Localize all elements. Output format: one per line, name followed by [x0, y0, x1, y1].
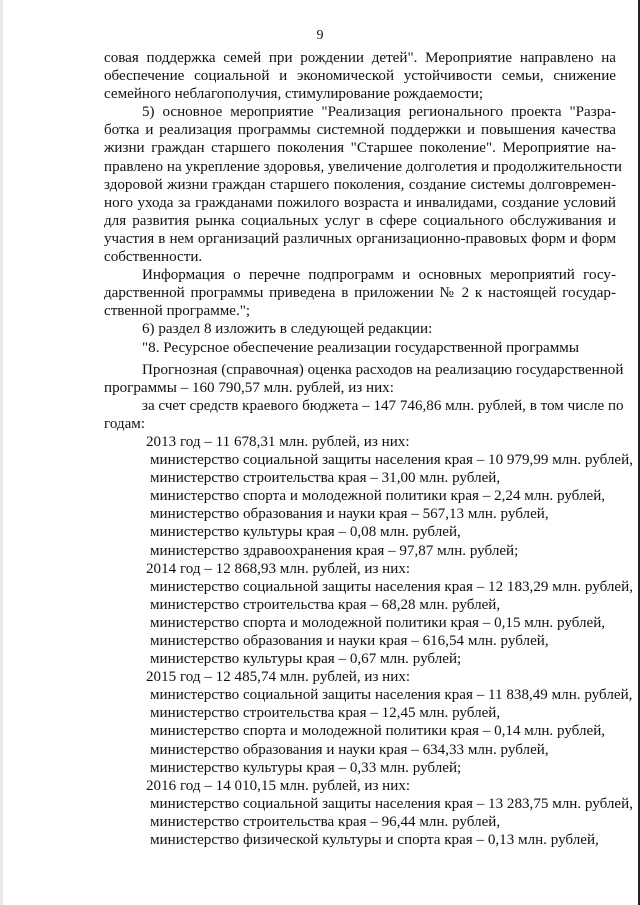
ministry-line: министерство спорта и молодежной политики края – 2,24 млн. рублей,: [150, 488, 606, 505]
ministry-line: министерство строительства края – 12,45 млн. рублей,: [150, 705, 501, 722]
document-body: [104, 49, 633, 849]
text-line: Информация о перечне подпрограмм и основных мероприятий госу-: [142, 267, 616, 284]
text-line: здоровой жизни граждан старшего поколения, создание системы долговремен-: [104, 176, 616, 193]
text-line: программы – 160 790,57 млн. рублей, из них:: [104, 379, 394, 396]
year-line: 2016 год – 14 010,15 млн. рублей, из них:: [146, 777, 411, 794]
page-number: 9: [316, 28, 324, 43]
ministry-line: министерство социальной защиты населения края – 11 838,49 млн. рублей,: [150, 687, 633, 704]
text-line: участия в нем организаций различных организационно-правовых форм и форм: [104, 230, 616, 247]
text-line: правлено на укрепление здоровья, увеличение долголетия и продолжительности: [104, 158, 622, 175]
text-line: совая поддержка семей при рождении детей". Мероприятие направлено на: [104, 50, 616, 66]
text-line: ного ухода за гражданами пожилого возраста и инвалидами, создание условий: [104, 194, 616, 211]
text-line: собственности.: [104, 249, 203, 266]
text-line: 5) основное мероприятие "Реализация регионального проекта "Разра-: [142, 104, 616, 121]
ministry-line: министерство социальной защиты населения края – 10 979,99 млн. рублей,: [150, 452, 633, 469]
text-line: обеспечение социальной и экономической устойчивости семьи, снижение: [104, 68, 616, 85]
text-line: годам:: [104, 415, 146, 432]
ministry-line: министерство культуры края – 0,33 млн. рублей;: [150, 759, 462, 776]
year-line: 2013 год – 11 678,31 млн. рублей, из них:: [146, 433, 410, 450]
ministry-line: министерство строительства края – 96,44 млн. рублей,: [150, 813, 501, 830]
ministry-line: министерство образования и науки края – 634,33 млн. рублей,: [150, 741, 549, 758]
year-line: 2014 год – 12 868,93 млн. рублей, из них:: [146, 560, 411, 577]
text-line: дарственной программы приведена в приложении № 2 к настоящей государ-: [104, 285, 616, 302]
ministry-line: министерство строительства края – 68,28 млн. рублей,: [150, 596, 501, 613]
ministry-line: министерство строительства края – 31,00 млн. рублей,: [150, 470, 501, 487]
text-line: семейного неблагополучия, стимулирование рождаемости;: [104, 86, 484, 103]
text-line: Прогнозная (справочная) оценка расходов на реализацию государственной: [142, 361, 624, 378]
ministry-line: министерство здравоохранения края – 97,87 млн. рублей;: [150, 542, 519, 559]
ministry-line: министерство образования и науки края – 616,54 млн. рублей,: [150, 633, 549, 649]
ministry-line: министерство культуры края – 0,08 млн. рублей,: [150, 524, 461, 541]
year-line: 2015 год – 12 485,74 млн. рублей, из них:: [146, 669, 411, 686]
text-line: ственной программе.";: [104, 303, 251, 320]
text-line: ботка и реализация программы системной поддержки и повышения качества: [104, 122, 616, 139]
scan-edge-left: [0, 0, 3, 905]
ministry-line: министерство культуры края – 0,67 млн. рублей;: [150, 651, 462, 668]
ministry-line: министерство социальной защиты населения края – 12 183,29 млн. рублей,: [150, 578, 633, 595]
text-line: за счет средств краевого бюджета – 147 746,86 млн. рублей, в том числе по: [142, 397, 624, 414]
text-line: 6) раздел 8 изложить в следующей редакции:: [142, 321, 433, 338]
text-line: жизни граждан старшего поколения "Старшее поколение". Мероприятие на-: [104, 140, 616, 157]
ministry-line: министерство образования и науки края – 567,13 млн. рублей,: [150, 506, 549, 523]
text-line: для развития рынка социальных услуг в сфере социального обслуживания и: [104, 212, 616, 229]
ministry-line: министерство социальной защиты населения края – 13 283,75 млн. рублей,: [150, 795, 633, 812]
ministry-line: министерство спорта и молодежной политики края – 0,14 млн. рублей,: [150, 723, 606, 740]
ministry-line: министерство спорта и молодежной политики края – 0,15 млн. рублей,: [150, 614, 606, 631]
ministry-line: министерство физической культуры и спорта края – 0,13 млн. рублей,: [150, 832, 599, 849]
section-heading: "8. Ресурсное обеспечение реализации государственной программы: [142, 339, 579, 356]
